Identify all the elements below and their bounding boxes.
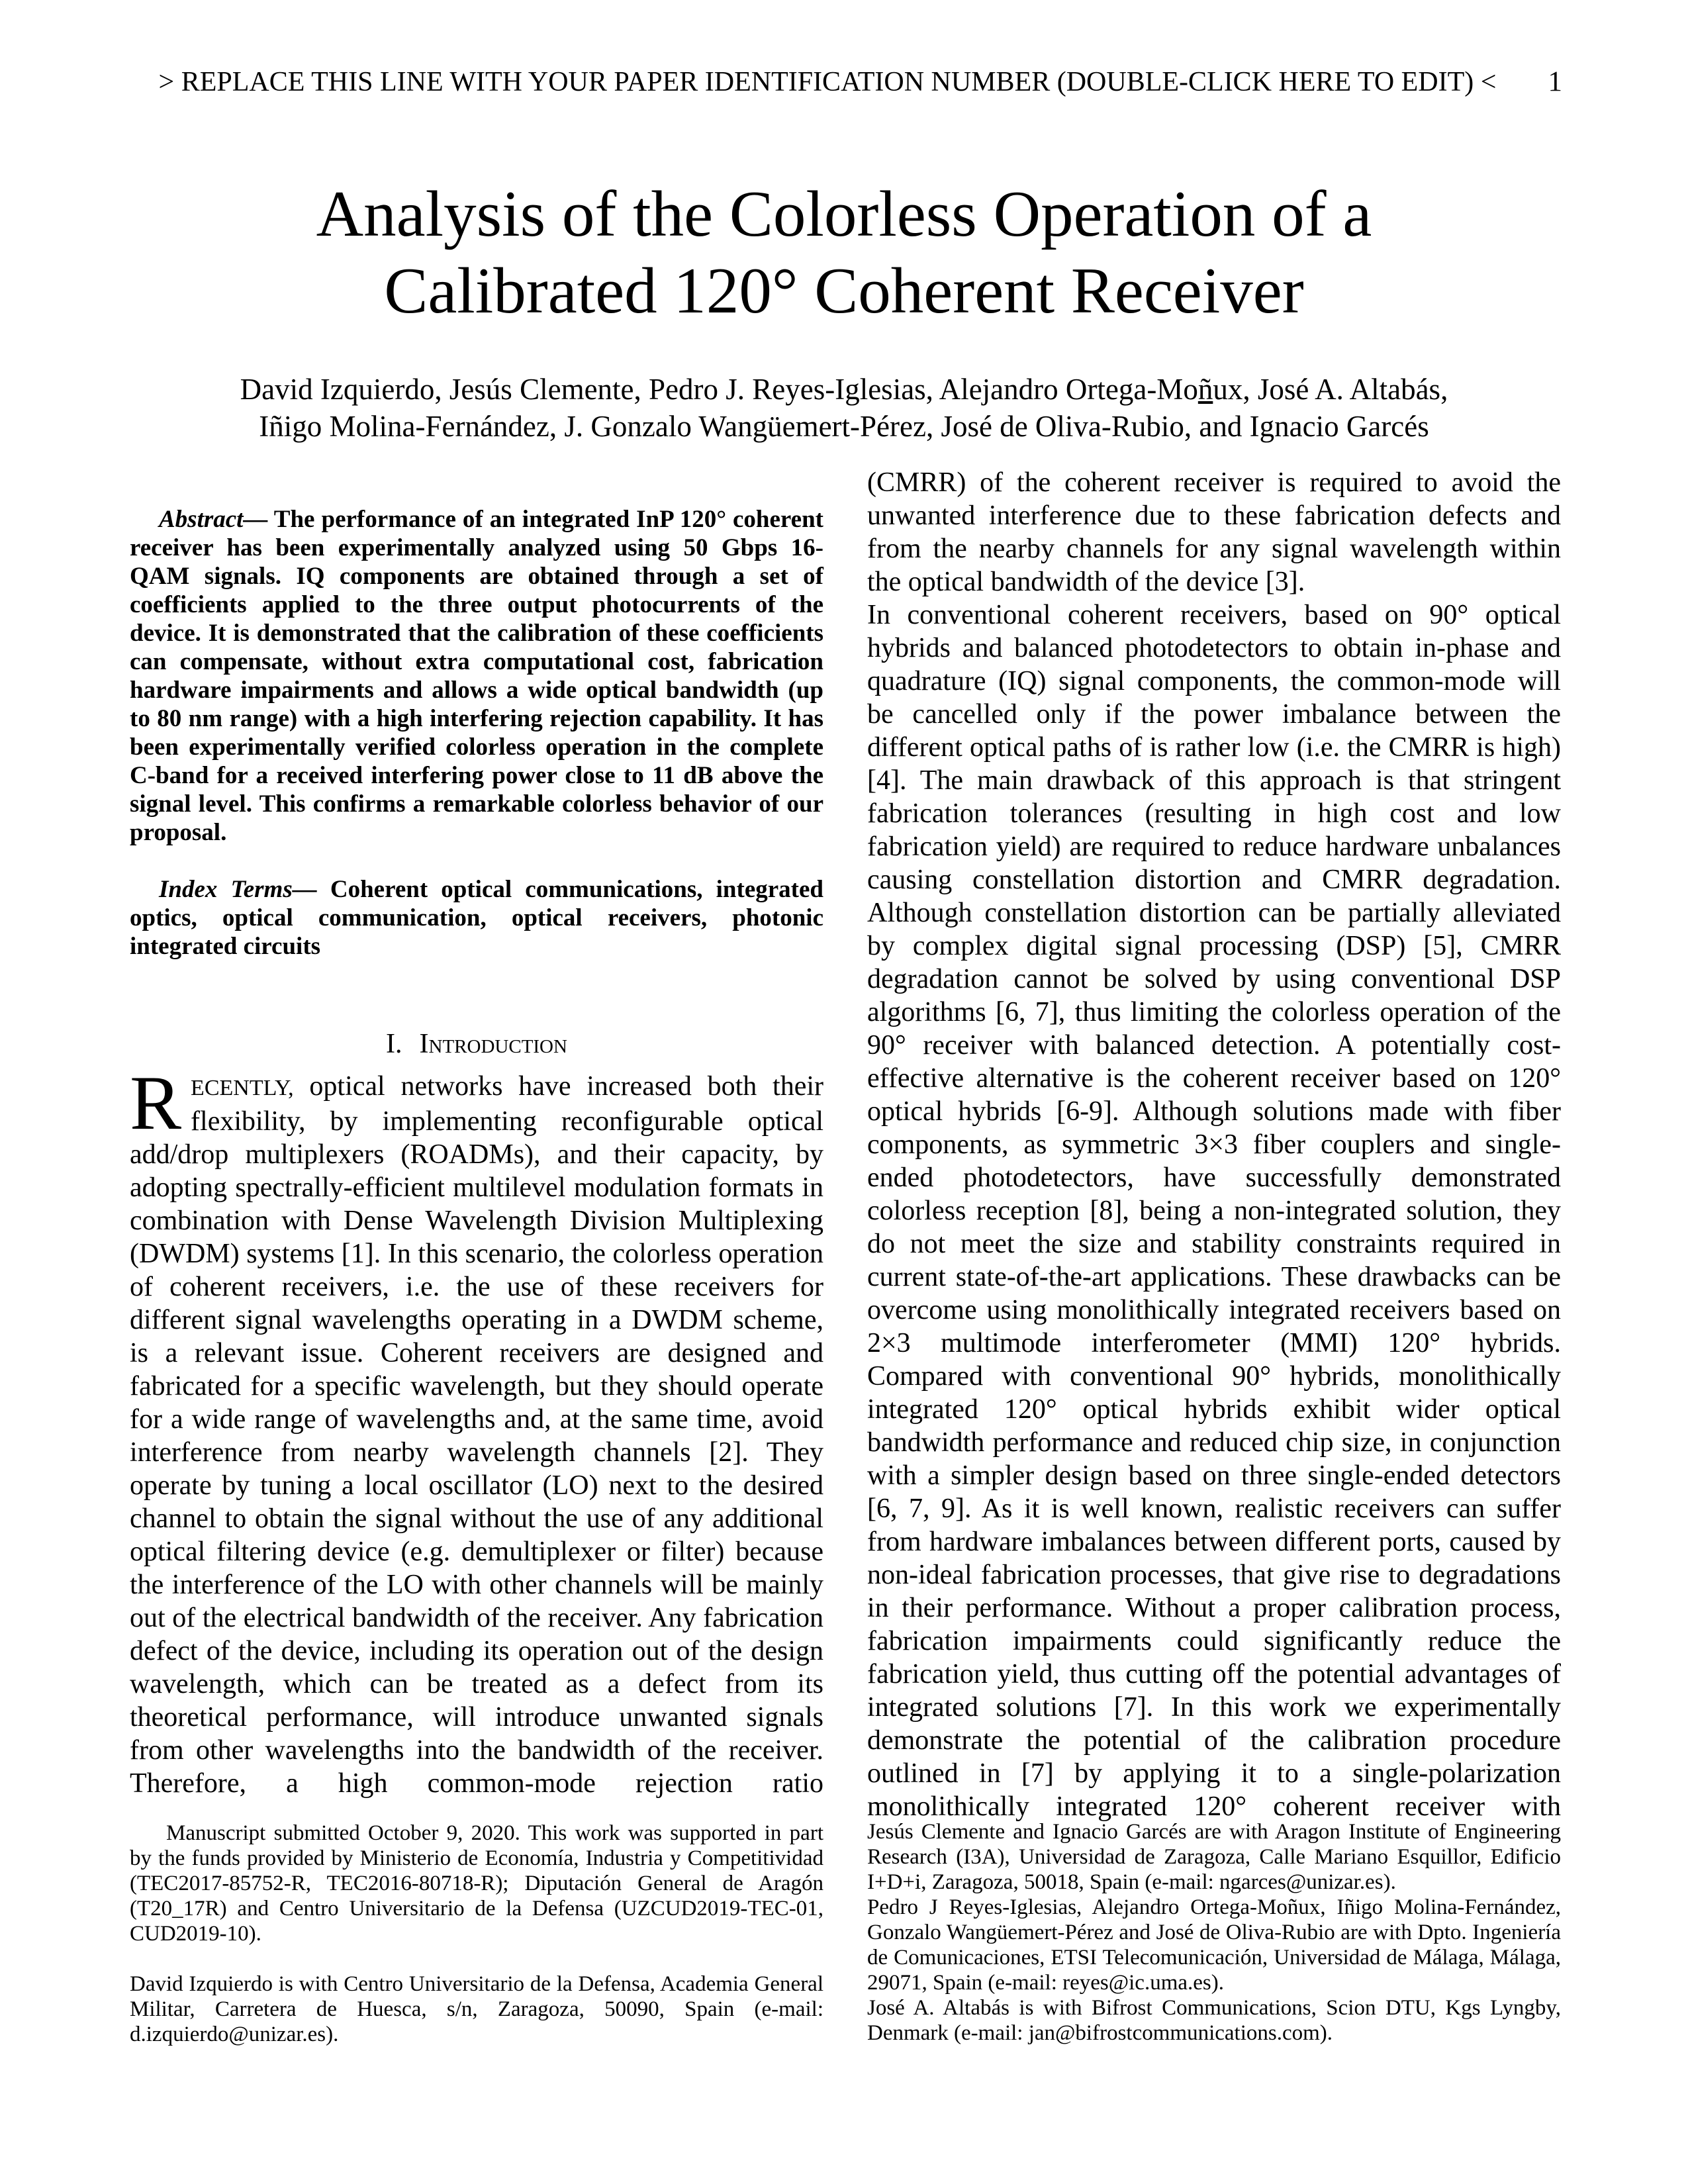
section-numeral: I. (386, 1029, 402, 1059)
running-header: > REPLACE THIS LINE WITH YOUR PAPER IDENTIFICATION NUMBER (DOUBLE-CLICK HERE TO EDIT) < (158, 67, 1497, 97)
footnote-left (130, 1821, 823, 2047)
section-title: Introduction (419, 1029, 567, 1059)
paper-title (128, 176, 1560, 330)
author-line-2: Iñigo Molina-Fernández, J. Gonzalo Wangüemert-Pérez, José de Oliva-Rubio, and Ignacio Garcés (259, 410, 1429, 443)
paper-title-line1: Analysis of the Colorless Operation of a (316, 178, 1372, 250)
index-terms-label: Index Terms— (159, 876, 317, 903)
dropcap-letter: R (130, 1061, 182, 1146)
footnote-right (867, 1819, 1561, 2046)
author-line-1-part1: David Izquierdo, Jesús Clemente, Pedro J. Reyes-Iglesias, Alejandro Ortega-Mo (240, 373, 1198, 406)
footnote-funding: Manuscript submitted October 9, 2020. This work was supported in part by the funds provided by Ministerio de Economía, Industria y Competitividad (TEC2017-85752-R, TEC2016-80718-R); Diputación General de Aragón (T20_17R) and Centro Universitario de la Defensa (UZCUD2019-TEC-01, CUD2019-10). (130, 1821, 823, 1946)
page-number: 1 (1548, 66, 1562, 97)
index-terms-paragraph (130, 875, 823, 961)
abstract-paragraph (130, 505, 823, 847)
footnote-affiliation-izquierdo: David Izquierdo is with Centro Universitario de la Defensa, Academia General Militar, Carretera de Huesca, s/n, Zaragoza, 50090, Spain (e-mail: d.izquierdo@unizar.es). (130, 1972, 823, 2046)
author-line-1 (95, 371, 1593, 408)
abstract-text: The performance of an integrated InP 120° coherent receiver has been experimentally analyzed using 50 Gbps 16-QAM signals. IQ components are obtained through a set of coefficients applied to the three output photocurrents of the device. It is demonstrated that the calibration of these coefficients can compensate, without extra computational cost, fabrication hardware impairments and allows a wide optical bandwidth (up to 80 nm range) with a high interfering rejection capability. It has been experimentally verified colorless operation in the complete C-band for a received interfering power close to 11 dB above the signal level. This confirms a remarkable colorless behavior of our proposal. (130, 506, 823, 846)
conventional-receivers-paragraph: In conventional coherent receivers, based on 90° optical hybrids and balanced photodetectors to obtain in-phase and quadrature (IQ) signal components, the common-mode will be cancelled only if the power imbalance between the different optical paths of is rather low (i.e. the CMRR is high) [4]. The main drawback of this approach is that stringent fabrication tolerances (resulting in high cost and low fabrication yield) are required to reduce hardware unbalances causing constellation distortion and CMRR degradation. Although constellation distortion can be partially alleviated by complex digital signal processing (DSP) [5], CMRR degradation cannot be solved by using conventional DSP algorithms [6, 7], thus limiting the colorless operation of the 90° receiver with balanced detection. A potentially cost-effective alternative is the coherent receiver based on 120° optical hybrids [6-9]. Although solutions made with fiber components, as symmetric 3×3 fiber couplers and single-ended photodetectors, have successfully demonstrated colorless reception [8], being a non-integrated solution, they do not meet the size and stability constraints required in current state-of-the-art applications. These drawbacks can be overcome using monolithically integrated receivers based on 2×3 multimode interferometer (MMI) 120° hybrids. Compared with conventional 90° hybrids, monolithically integrated 120° optical hybrids exhibit wider optical bandwidth performance and reduced chip size, in conjunction with a simpler design based on three single-ended detectors [6, 7, 9]. As it is well known, realistic receivers can suffer from hardware imbalances between different ports, caused by non-ideal fabrication processes, that give rise to degradations in their performance. Without a proper calibration process, fabrication impairments could significantly reduce the fabrication yield, thus cutting off the potential advantages of integrated solutions [7]. In this work we experimentally demonstrate the potential of the calibration procedure outlined in [7] by applying it to a single-polarization monolithically integrated 120° coherent receiver with (867, 600, 1561, 1822)
author-line-1-part2: ux, José A. Altabás, (1213, 373, 1448, 406)
footnote-affiliation-malaga-group: Pedro J Reyes-Iglesias, Alejandro Ortega-Moñux, Iñigo Molina-Fernández, Gonzalo Wangüemert-Pérez and José de Oliva-Rubio are with Dpto. Ingeniería de Comunicaciones, ETSI Telecomunicación, Universidad de Málaga, Málaga, 29071, Spain (e-mail: reyes@ic.uma.es). (867, 1895, 1561, 1995)
abstract-label: Abstract— (159, 506, 268, 533)
footnote-affiliation-clemente-garces: Jesús Clemente and Ignacio Garcés are with Aragon Institute of Engineering Research (I3A), Universidad de Zaragoza, Calle Mariano Esquillor, Edificio I+D+i, Zaragoza, 50018, Spain (e-mail: ngarces@unizar.es). (867, 1820, 1561, 1894)
author-list (95, 371, 1593, 445)
introduction-paragraph (130, 1061, 823, 1800)
intro-text: optical networks have increased both their flexibility, by implementing reconfigurable optical add/drop multiplexers (ROADMs), and their capacity, by adopting spectrally-efficient multilevel modulation formats in combination with Dense Wavelength Division Multiplexing (DWDM) systems [1]. In this scenario, the colorless operation of coherent receivers, i.e. the use of these receivers for different signal wavelengths operating in a DWDM scheme, is a relevant issue. Coherent receivers are designed and fabricated for a specific wavelength, but they should operate for a wide range of wavelengths and, at the same time, avoid interference from nearby wavelength channels [2]. They operate by tuning a local oscillator (LO) next to the desired channel to obtain the signal without the use of any additional optical filtering device (e.g. demultiplexer or filter) because the interference of the LO with other channels will be mainly out of the electrical bandwidth of the receiver. Any fabrication defect of the device, including its operation out of the design wavelength, which can be treated as a defect from its theoretical performance, will introduce unwanted signals from other wavelengths into the bandwidth of the receiver. Therefore, a high common-mode rejection ratio (130, 1071, 823, 1799)
left-column (130, 505, 823, 1800)
intro-continuation-paragraph: (CMRR) of the coherent receiver is required to avoid the unwanted interference due to these fabrication defects and from the nearby channels for any signal wavelength within the optical bandwidth of the device [3]. (867, 467, 1561, 597)
footnote-affiliation-altabas: José A. Altabás is with Bifrost Communications, Scion DTU, Kgs Lyngby, Denmark (e-mail: jan@bifrostcommunications.com). (867, 1996, 1561, 2045)
author-line-1-underlined-char: ñ (1197, 373, 1213, 406)
paper-title-line2: Calibrated 120° Coherent Receiver (384, 255, 1304, 327)
index-terms-text: Coherent optical communications, integrated optics, optical communication, optical receivers, photonic integrated circuits (130, 876, 823, 960)
intro-lead-word: ECENTLY, (191, 1076, 294, 1100)
right-column (867, 466, 1561, 1823)
section-heading-introduction (130, 1027, 823, 1061)
